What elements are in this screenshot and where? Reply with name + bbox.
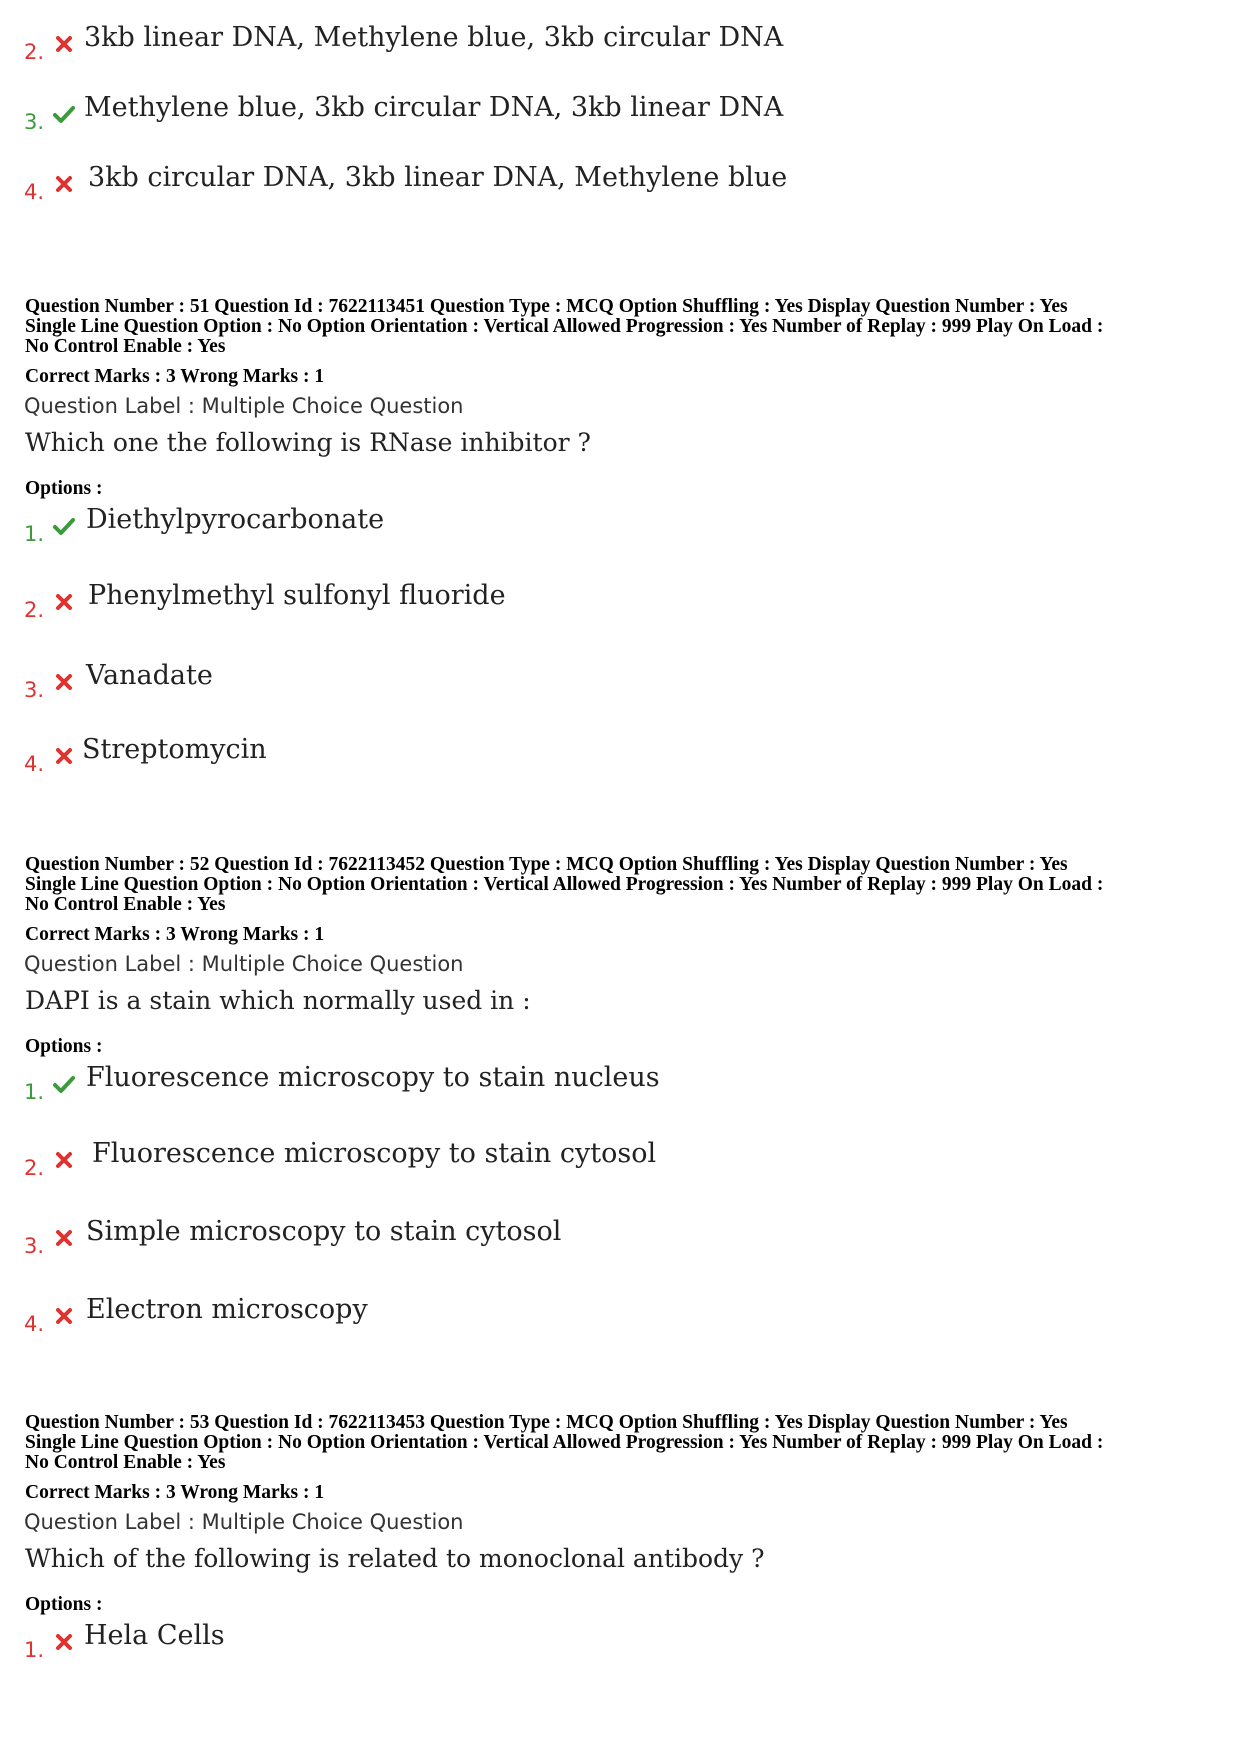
question-meta xyxy=(25,855,1225,915)
cross-icon xyxy=(52,1226,76,1250)
checkmark-icon xyxy=(52,1072,76,1096)
option-text: 3kb linear DNA, Methylene blue, 3kb circular DNA xyxy=(84,22,784,53)
checkmark-icon xyxy=(52,514,76,538)
cross-icon xyxy=(52,1630,76,1654)
option-number: 4. xyxy=(24,180,45,204)
checkmark-icon xyxy=(52,102,76,126)
option-number: 2. xyxy=(24,40,45,64)
question-text: Which one the following is RNase inhibitor ? xyxy=(25,428,591,457)
cross-icon xyxy=(52,32,76,56)
question-text: DAPI is a stain which normally used in : xyxy=(25,986,531,1015)
option-number: 3. xyxy=(24,678,45,702)
option-text: Fluorescence microscopy to stain nucleus xyxy=(86,1062,660,1093)
option-number: 1. xyxy=(24,1638,45,1662)
question-label: Question Label : Multiple Choice Question xyxy=(24,394,464,418)
marks-info: Correct Marks : 3 Wrong Marks : 1 xyxy=(25,924,325,945)
option-number: 2. xyxy=(24,598,45,622)
option-number: 2. xyxy=(24,1156,45,1180)
options-heading: Options : xyxy=(25,1036,103,1057)
cross-icon xyxy=(52,1304,76,1328)
cross-icon xyxy=(52,1148,76,1172)
meta-line: Single Line Question Option : No Option Orientation : Vertical Allowed Progression : Yes Number of Replay : 999 Play On Load : xyxy=(25,1432,1104,1453)
option-text: Methylene blue, 3kb circular DNA, 3kb linear DNA xyxy=(84,92,784,123)
cross-icon xyxy=(52,744,76,768)
question-meta xyxy=(25,297,1225,357)
meta-line: No Control Enable : Yes xyxy=(25,336,226,357)
option-text: Vanadate xyxy=(86,660,213,691)
option-text: Diethylpyrocarbonate xyxy=(86,504,385,535)
question-label: Question Label : Multiple Choice Question xyxy=(24,1510,464,1534)
marks-info: Correct Marks : 3 Wrong Marks : 1 xyxy=(25,1482,325,1503)
option-text: Fluorescence microscopy to stain cytosol xyxy=(92,1138,657,1169)
option-text: Simple microscopy to stain cytosol xyxy=(86,1216,562,1247)
meta-line: Single Line Question Option : No Option Orientation : Vertical Allowed Progression : Yes Number of Replay : 999 Play On Load : xyxy=(25,874,1104,895)
option-text: 3kb circular DNA, 3kb linear DNA, Methylene blue xyxy=(88,162,788,193)
option-text: Electron microscopy xyxy=(86,1294,368,1325)
cross-icon xyxy=(52,670,76,694)
meta-line: Question Number : 52 Question Id : 7622113452 Question Type : MCQ Option Shuffling : Yes Display Question Number : Yes xyxy=(25,854,1068,875)
cross-icon xyxy=(52,590,76,614)
meta-line: No Control Enable : Yes xyxy=(25,1452,226,1473)
option-number: 3. xyxy=(24,1234,45,1258)
option-number: 1. xyxy=(24,1080,45,1104)
option-text: Hela Cells xyxy=(84,1620,225,1651)
option-number: 1. xyxy=(24,522,45,546)
cross-icon xyxy=(52,172,76,196)
marks-info: Correct Marks : 3 Wrong Marks : 1 xyxy=(25,366,325,387)
question-meta xyxy=(25,1413,1225,1473)
meta-line: Question Number : 53 Question Id : 7622113453 Question Type : MCQ Option Shuffling : Yes Display Question Number : Yes xyxy=(25,1412,1068,1433)
option-number: 4. xyxy=(24,752,45,776)
question-label: Question Label : Multiple Choice Question xyxy=(24,952,464,976)
option-number: 3. xyxy=(24,110,45,134)
question-text: Which of the following is related to monoclonal antibody ? xyxy=(25,1544,765,1573)
option-text: Streptomycin xyxy=(82,734,267,765)
option-text: Phenylmethyl sulfonyl fluoride xyxy=(88,580,506,611)
option-number: 4. xyxy=(24,1312,45,1336)
options-heading: Options : xyxy=(25,478,103,499)
meta-line: No Control Enable : Yes xyxy=(25,894,226,915)
meta-line: Single Line Question Option : No Option Orientation : Vertical Allowed Progression : Yes Number of Replay : 999 Play On Load : xyxy=(25,316,1104,337)
options-heading: Options : xyxy=(25,1594,103,1615)
meta-line: Question Number : 51 Question Id : 7622113451 Question Type : MCQ Option Shuffling : Yes Display Question Number : Yes xyxy=(25,296,1068,317)
